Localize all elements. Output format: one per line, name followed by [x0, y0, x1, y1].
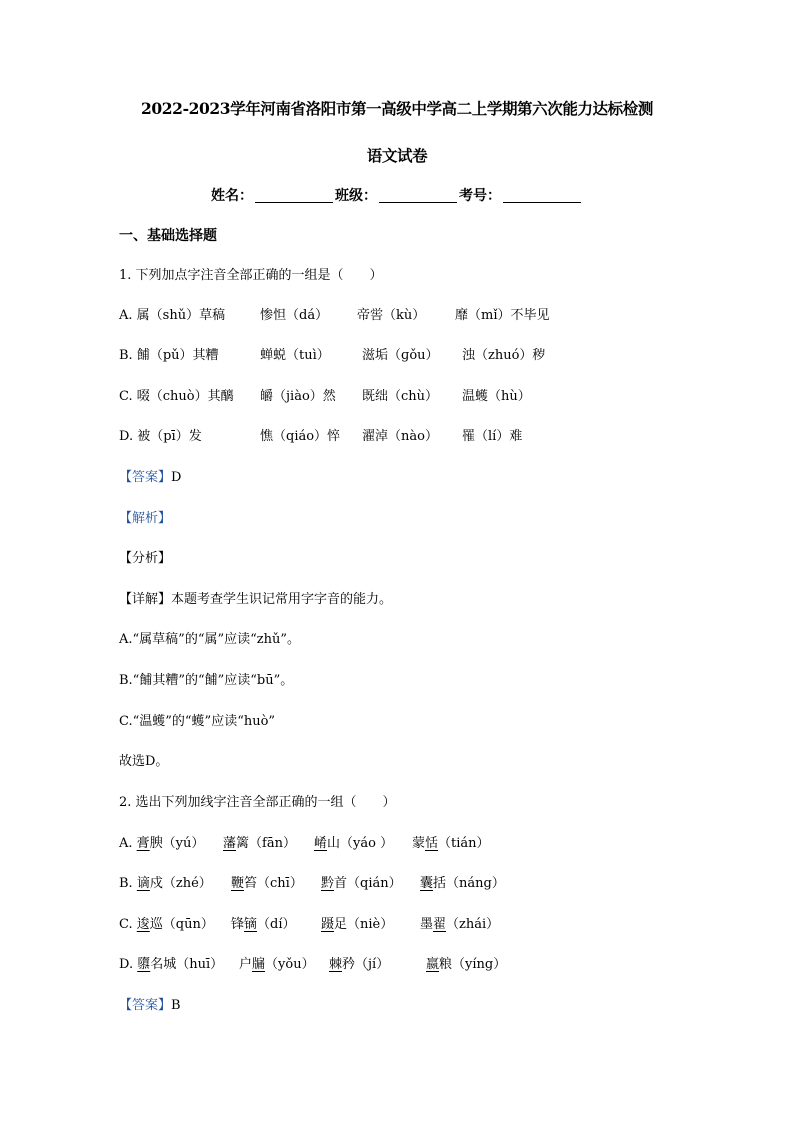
q1-option-a — [119, 307, 639, 325]
answer-value: D — [171, 470, 182, 485]
q1-explanation-a: A.“属草稿”的“属”应读“zhǔ”。 — [119, 632, 300, 647]
q1-a-item: 靡（mǐ）不毕见 — [455, 308, 550, 323]
q2-b-item: 黔首（qián） — [321, 876, 402, 891]
detail-tag: 【详解】 — [119, 592, 172, 607]
student-info-line — [0, 185, 794, 205]
q1-a-item: A. 属（shǔ）草稿 — [119, 308, 226, 323]
q1-b-item: 滋垢（ɡǒu） — [362, 348, 439, 363]
q1-analysis-tag: 【解析】 — [119, 511, 172, 526]
q1-b-item: 浊（zhuó）秽 — [462, 348, 546, 363]
q1-b-item: B. 餔（pǔ）其糟 — [119, 348, 219, 363]
q2-d-item: 户牖（yǒu） — [239, 957, 315, 972]
question-2-stem: 2. 选出下列加线字注音全部正确的一组（ ） — [119, 795, 396, 810]
q1-d-item: D. 被（pī）发 — [119, 429, 202, 444]
q1-conclusion: 故选D。 — [119, 754, 169, 769]
answer-tag: 【答案】 — [119, 998, 172, 1013]
q1-answer — [119, 469, 181, 487]
q1-c-item: 既绌（chù） — [362, 389, 439, 404]
class-blank[interactable] — [379, 188, 457, 203]
q1-option-c — [119, 388, 639, 406]
q1-d-item: 憔（qiáo）悴 — [260, 429, 341, 444]
q2-option-a — [119, 835, 639, 853]
q2-c-item: 墨翟（zhái） — [420, 917, 500, 932]
document-title: 2022-2023学年河南省洛阳市第一高级中学高二上学期第六次能力达标检测 — [141, 99, 653, 118]
q1-explanation-c: C.“温蠖”的“蠖”应读“huò” — [119, 714, 276, 729]
q2-a-item: 藩篱（fān） — [223, 836, 296, 851]
q2-d-item: 棘矜（jí） — [329, 957, 390, 972]
q2-a-item: A. 膏腴（yú） — [119, 836, 205, 851]
q2-option-c — [119, 916, 639, 934]
q1-option-b — [119, 347, 639, 365]
q2-a-item: 崤山（yáo ） — [314, 836, 394, 851]
q2-b-item: 鞭笞（chī） — [231, 876, 303, 891]
q1-b-item: 蝉蜕（tuì） — [260, 348, 330, 363]
q2-option-d — [119, 956, 639, 974]
question-1-stem: 1. 下列加点字注音全部正确的一组是（ ） — [119, 268, 383, 283]
q2-b-item: B. 谪戍（zhé） — [119, 876, 212, 891]
q2-d-item: 嬴粮（yíng） — [426, 957, 507, 972]
exam-number-blank[interactable] — [503, 188, 581, 203]
class-label: 班级： — [335, 188, 377, 204]
q2-c-item: C. 逡巡（qūn） — [119, 917, 214, 932]
q1-c-item: 皭（jiào）然 — [260, 389, 336, 404]
detail-text: 本题考查学生识记常用字字音的能力。 — [171, 592, 393, 607]
q1-c-item: C. 啜（chuò）其醨 — [119, 389, 234, 404]
q1-d-item: 濯淖（nào） — [362, 429, 438, 444]
q1-a-item: 惨怛（dá） — [260, 308, 329, 323]
q2-a-item: 蒙恬（tián） — [412, 836, 490, 851]
answer-tag: 【答案】 — [119, 470, 172, 485]
q1-a-item: 帝喾（kù） — [357, 308, 426, 323]
q1-d-item: 罹（lí）难 — [462, 429, 523, 444]
q2-d-item: D. 隳名城（huī） — [119, 957, 224, 972]
q1-explanation-b: B.“餔其糟”的“餔”应读“bū”。 — [119, 673, 294, 688]
q2-c-item: 蹑足（niè） — [321, 917, 394, 932]
q2-option-b — [119, 875, 639, 893]
q2-b-item: 囊括（náng） — [420, 876, 505, 891]
answer-value: B — [171, 998, 181, 1013]
q1-option-d — [119, 428, 639, 446]
name-blank[interactable] — [255, 188, 333, 203]
q1-c-item: 温蠖（hù） — [462, 389, 531, 404]
document-subtitle: 语文试卷 — [366, 146, 428, 165]
section-heading: 一、基础选择题 — [119, 228, 217, 244]
exam-number-label: 考号： — [459, 188, 501, 204]
q2-c-item: 锋镝（dí） — [231, 917, 296, 932]
q1-fenxi-tag: 【分析】 — [119, 551, 172, 566]
q1-detail — [119, 591, 392, 609]
q2-answer — [119, 997, 181, 1015]
name-label: 姓名： — [211, 188, 253, 204]
